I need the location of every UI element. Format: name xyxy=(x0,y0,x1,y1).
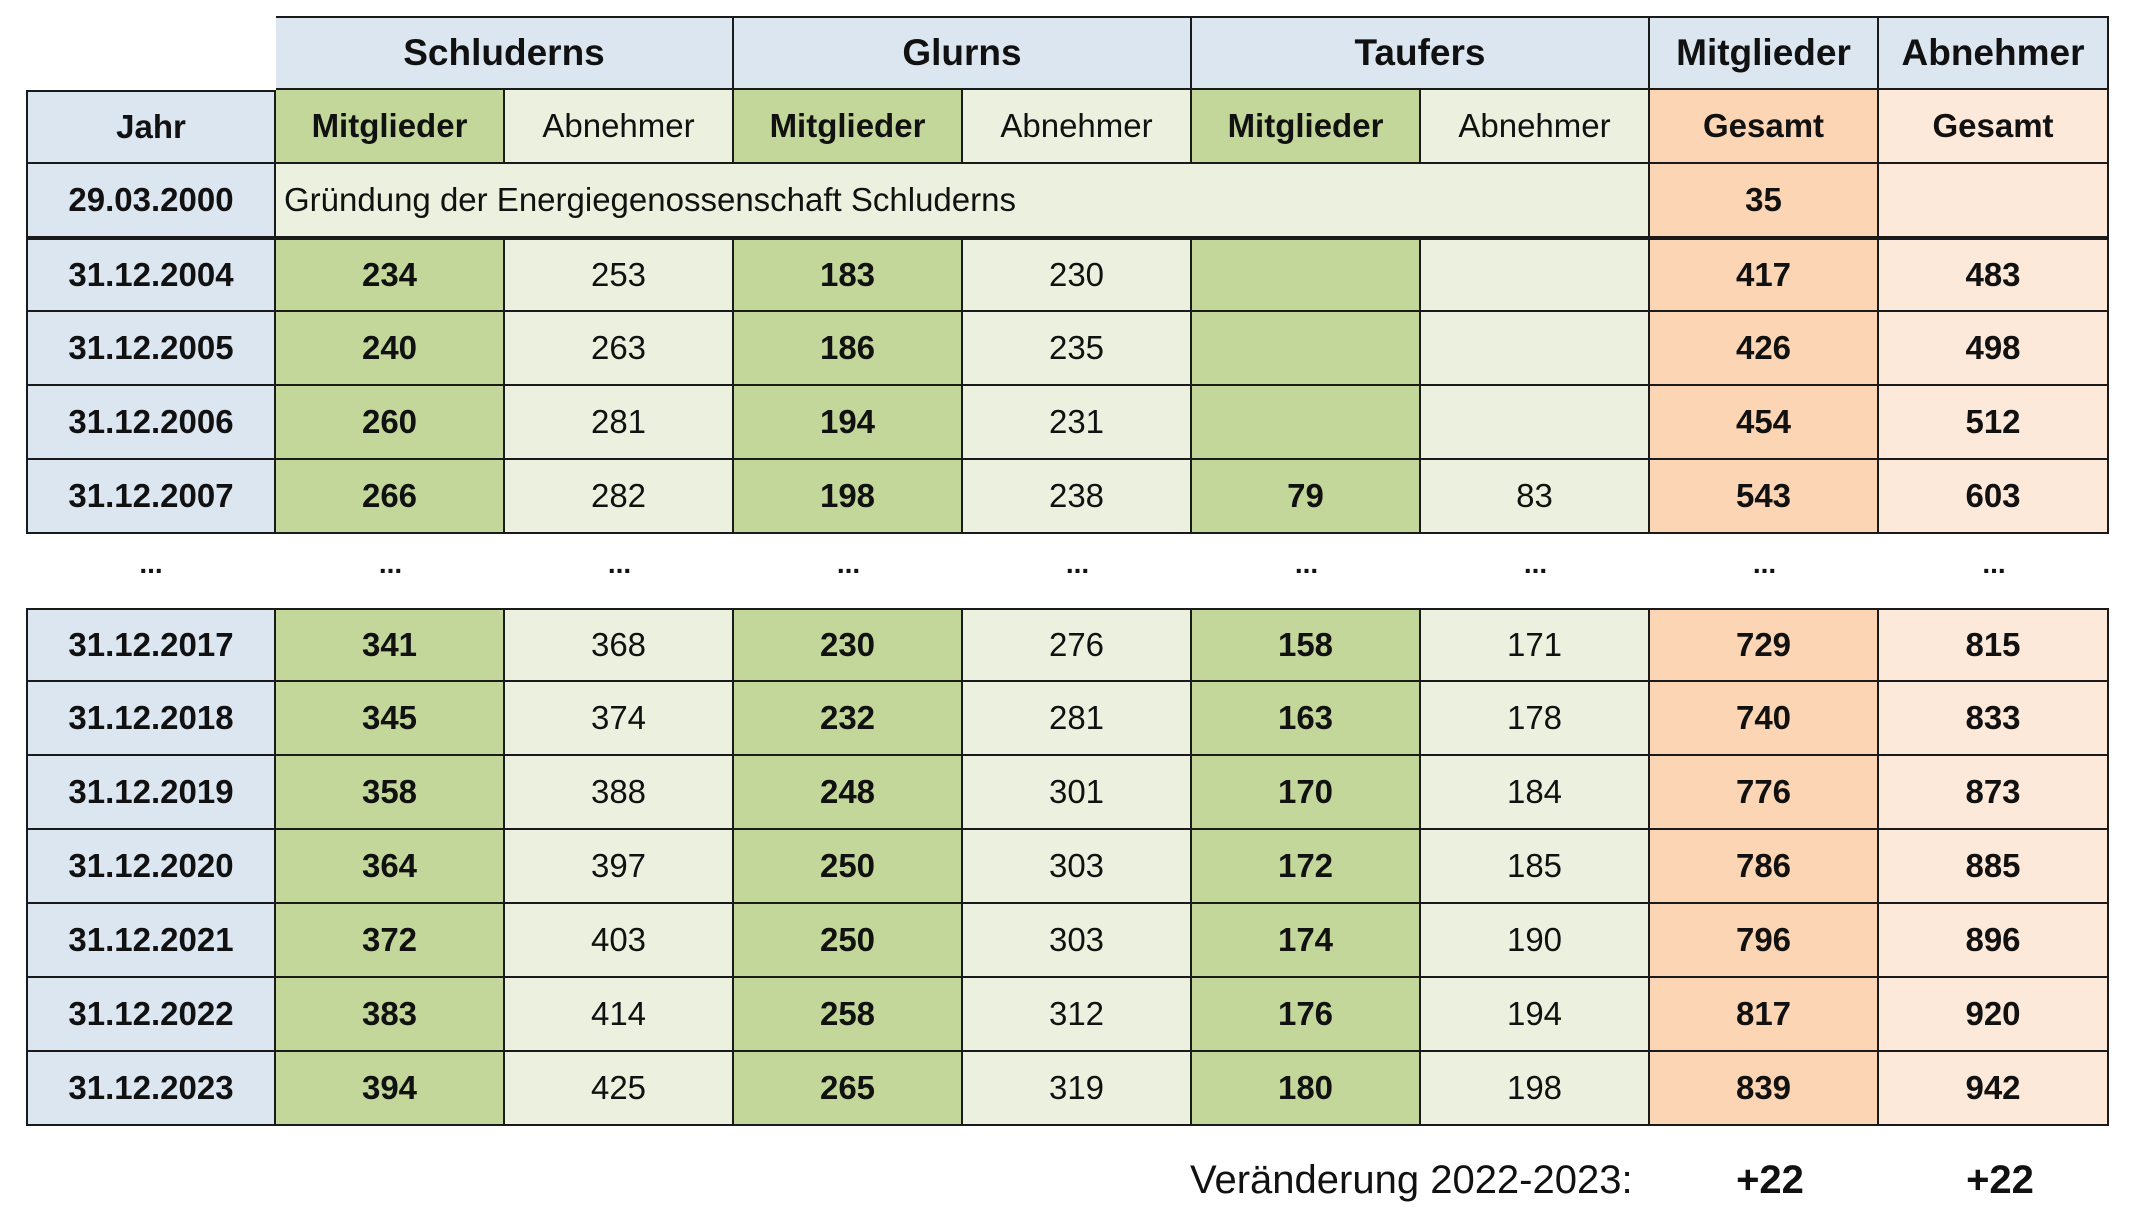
row-date-cell: 31.12.2019 xyxy=(26,756,276,830)
schluderns-mitglieder-cell: 260 xyxy=(276,386,505,460)
schluderns-mitglieder-cell: 266 xyxy=(276,460,505,534)
ellipsis-cell: ... xyxy=(607,548,632,579)
subheader-abnehmer-gesamt: Gesamt xyxy=(1879,90,2109,164)
taufers-mitglieder-cell: 180 xyxy=(1192,1052,1421,1126)
mitglieder-gesamt-cell: 729 xyxy=(1650,608,1879,682)
glurns-mitglieder-cell: 258 xyxy=(734,978,963,1052)
glurns-mitglieder-cell: 198 xyxy=(734,460,963,534)
subheader-glurns-abnehmer: Abnehmer xyxy=(963,90,1192,164)
taufers-abnehmer-cell: 185 xyxy=(1421,830,1650,904)
group-header-abnehmer: Abnehmer xyxy=(1879,16,2109,90)
group-header-glurns: Glurns xyxy=(734,16,1192,90)
abnehmer-gesamt-cell: 873 xyxy=(1879,756,2109,830)
taufers-mitglieder-cell: 163 xyxy=(1192,682,1421,756)
subheader-schluderns-mitglieder: Mitglieder xyxy=(276,90,505,164)
abnehmer-gesamt-cell: 512 xyxy=(1879,386,2109,460)
subheader-mitglieder-gesamt: Gesamt xyxy=(1650,90,1879,164)
ellipsis-cell: ... xyxy=(1752,548,1777,579)
row-date-cell: 31.12.2005 xyxy=(26,312,276,386)
founding-consumers-total xyxy=(1879,164,2109,238)
schluderns-mitglieder-cell: 341 xyxy=(276,608,505,682)
glurns-abnehmer-cell: 235 xyxy=(963,312,1192,386)
glurns-abnehmer-cell: 301 xyxy=(963,756,1192,830)
glurns-abnehmer-cell: 303 xyxy=(963,904,1192,978)
schluderns-abnehmer-cell: 253 xyxy=(505,238,734,312)
taufers-mitglieder-cell xyxy=(1192,386,1421,460)
group-header-taufers: Taufers xyxy=(1192,16,1650,90)
ellipsis-cell: ... xyxy=(1294,548,1319,579)
members-change: +22 xyxy=(1736,1157,1804,1202)
taufers-mitglieder-cell: 176 xyxy=(1192,978,1421,1052)
glurns-abnehmer-cell: 281 xyxy=(963,682,1192,756)
mitglieder-gesamt-cell: 817 xyxy=(1650,978,1879,1052)
schluderns-mitglieder-cell: 383 xyxy=(276,978,505,1052)
mitglieder-gesamt-cell: 454 xyxy=(1650,386,1879,460)
abnehmer-gesamt-cell: 603 xyxy=(1879,460,2109,534)
founding-date: 29.03.2000 xyxy=(26,164,276,238)
row-date-cell: 31.12.2022 xyxy=(26,978,276,1052)
subheader-taufers-abnehmer: Abnehmer xyxy=(1421,90,1650,164)
glurns-abnehmer-cell: 238 xyxy=(963,460,1192,534)
taufers-abnehmer-cell: 178 xyxy=(1421,682,1650,756)
taufers-abnehmer-cell: 171 xyxy=(1421,608,1650,682)
schluderns-mitglieder-cell: 372 xyxy=(276,904,505,978)
ellipsis-cell: ... xyxy=(378,548,403,579)
mitglieder-gesamt-cell: 426 xyxy=(1650,312,1879,386)
schluderns-abnehmer-cell: 282 xyxy=(505,460,734,534)
glurns-mitglieder-cell: 194 xyxy=(734,386,963,460)
glurns-abnehmer-cell: 312 xyxy=(963,978,1192,1052)
taufers-abnehmer-cell: 83 xyxy=(1421,460,1650,534)
ellipsis-cell: ... xyxy=(1523,548,1548,579)
schluderns-abnehmer-cell: 388 xyxy=(505,756,734,830)
schluderns-mitglieder-cell: 240 xyxy=(276,312,505,386)
glurns-abnehmer-cell: 276 xyxy=(963,608,1192,682)
row-date-cell: 31.12.2018 xyxy=(26,682,276,756)
schluderns-abnehmer-cell: 374 xyxy=(505,682,734,756)
mitglieder-gesamt-cell: 740 xyxy=(1650,682,1879,756)
abnehmer-gesamt-cell: 483 xyxy=(1879,238,2109,312)
abnehmer-gesamt-cell: 498 xyxy=(1879,312,2109,386)
glurns-mitglieder-cell: 232 xyxy=(734,682,963,756)
consumers-change: +22 xyxy=(1966,1157,2034,1202)
row-date-cell: 31.12.2021 xyxy=(26,904,276,978)
row-date-cell: 31.12.2006 xyxy=(26,386,276,460)
taufers-abnehmer-cell: 194 xyxy=(1421,978,1650,1052)
abnehmer-gesamt-cell: 815 xyxy=(1879,608,2109,682)
row-date-cell: 31.12.2004 xyxy=(26,238,276,312)
glurns-abnehmer-cell: 231 xyxy=(963,386,1192,460)
row-date-cell: 31.12.2023 xyxy=(26,1052,276,1126)
schluderns-mitglieder-cell: 234 xyxy=(276,238,505,312)
taufers-mitglieder-cell: 170 xyxy=(1192,756,1421,830)
glurns-mitglieder-cell: 250 xyxy=(734,904,963,978)
ellipsis-cell: ... xyxy=(1982,548,2006,579)
mitglieder-gesamt-cell: 839 xyxy=(1650,1052,1879,1126)
schluderns-mitglieder-cell: 364 xyxy=(276,830,505,904)
mitglieder-gesamt-cell: 796 xyxy=(1650,904,1879,978)
glurns-mitglieder-cell: 186 xyxy=(734,312,963,386)
mitglieder-gesamt-cell: 786 xyxy=(1650,830,1879,904)
taufers-abnehmer-cell xyxy=(1421,312,1650,386)
corner-cell xyxy=(26,16,276,90)
schluderns-mitglieder-cell: 358 xyxy=(276,756,505,830)
glurns-mitglieder-cell: 250 xyxy=(734,830,963,904)
change-label: Veränderung 2022-2023: xyxy=(1190,1157,1633,1202)
abnehmer-gesamt-cell: 942 xyxy=(1879,1052,2109,1126)
taufers-mitglieder-cell xyxy=(1192,312,1421,386)
founding-text: Gründung der Energiegenossenschaft Schluderns xyxy=(276,164,1650,238)
taufers-mitglieder-cell: 172 xyxy=(1192,830,1421,904)
group-header-schluderns: Schluderns xyxy=(276,16,734,90)
statistics-table xyxy=(26,16,2109,1126)
ellipsis-cell: ... xyxy=(836,548,861,579)
row-date-cell: 31.12.2020 xyxy=(26,830,276,904)
mitglieder-gesamt-cell: 417 xyxy=(1650,238,1879,312)
subheader-jahr: Jahr xyxy=(26,90,276,164)
schluderns-abnehmer-cell: 263 xyxy=(505,312,734,386)
taufers-abnehmer-cell xyxy=(1421,238,1650,312)
ellipsis-cell: ... xyxy=(139,548,163,579)
glurns-abnehmer-cell: 303 xyxy=(963,830,1192,904)
taufers-mitglieder-cell: 79 xyxy=(1192,460,1421,534)
taufers-mitglieder-cell xyxy=(1192,238,1421,312)
glurns-mitglieder-cell: 183 xyxy=(734,238,963,312)
schluderns-abnehmer-cell: 403 xyxy=(505,904,734,978)
schluderns-mitglieder-cell: 394 xyxy=(276,1052,505,1126)
taufers-abnehmer-cell: 190 xyxy=(1421,904,1650,978)
subheader-glurns-mitglieder: Mitglieder xyxy=(734,90,963,164)
glurns-mitglieder-cell: 265 xyxy=(734,1052,963,1126)
founding-members-total: 35 xyxy=(1650,164,1879,238)
taufers-abnehmer-cell: 198 xyxy=(1421,1052,1650,1126)
schluderns-mitglieder-cell: 345 xyxy=(276,682,505,756)
ellipsis-cell: ... xyxy=(1065,548,1090,579)
schluderns-abnehmer-cell: 414 xyxy=(505,978,734,1052)
schluderns-abnehmer-cell: 281 xyxy=(505,386,734,460)
taufers-abnehmer-cell xyxy=(1421,386,1650,460)
group-header-mitglieder: Mitglieder xyxy=(1650,16,1879,90)
taufers-abnehmer-cell: 184 xyxy=(1421,756,1650,830)
glurns-mitglieder-cell: 248 xyxy=(734,756,963,830)
subheader-schluderns-abnehmer: Abnehmer xyxy=(505,90,734,164)
schluderns-abnehmer-cell: 368 xyxy=(505,608,734,682)
abnehmer-gesamt-cell: 885 xyxy=(1879,830,2109,904)
mitglieder-gesamt-cell: 543 xyxy=(1650,460,1879,534)
abnehmer-gesamt-cell: 920 xyxy=(1879,978,2109,1052)
row-date-cell: 31.12.2017 xyxy=(26,608,276,682)
row-date-cell: 31.12.2007 xyxy=(26,460,276,534)
schluderns-abnehmer-cell: 397 xyxy=(505,830,734,904)
abnehmer-gesamt-cell: 896 xyxy=(1879,904,2109,978)
glurns-abnehmer-cell: 319 xyxy=(963,1052,1192,1126)
glurns-abnehmer-cell: 230 xyxy=(963,238,1192,312)
schluderns-abnehmer-cell: 425 xyxy=(505,1052,734,1126)
mitglieder-gesamt-cell: 776 xyxy=(1650,756,1879,830)
taufers-mitglieder-cell: 174 xyxy=(1192,904,1421,978)
abnehmer-gesamt-cell: 833 xyxy=(1879,682,2109,756)
taufers-mitglieder-cell: 158 xyxy=(1192,608,1421,682)
glurns-mitglieder-cell: 230 xyxy=(734,608,963,682)
subheader-taufers-mitglieder: Mitglieder xyxy=(1192,90,1421,164)
